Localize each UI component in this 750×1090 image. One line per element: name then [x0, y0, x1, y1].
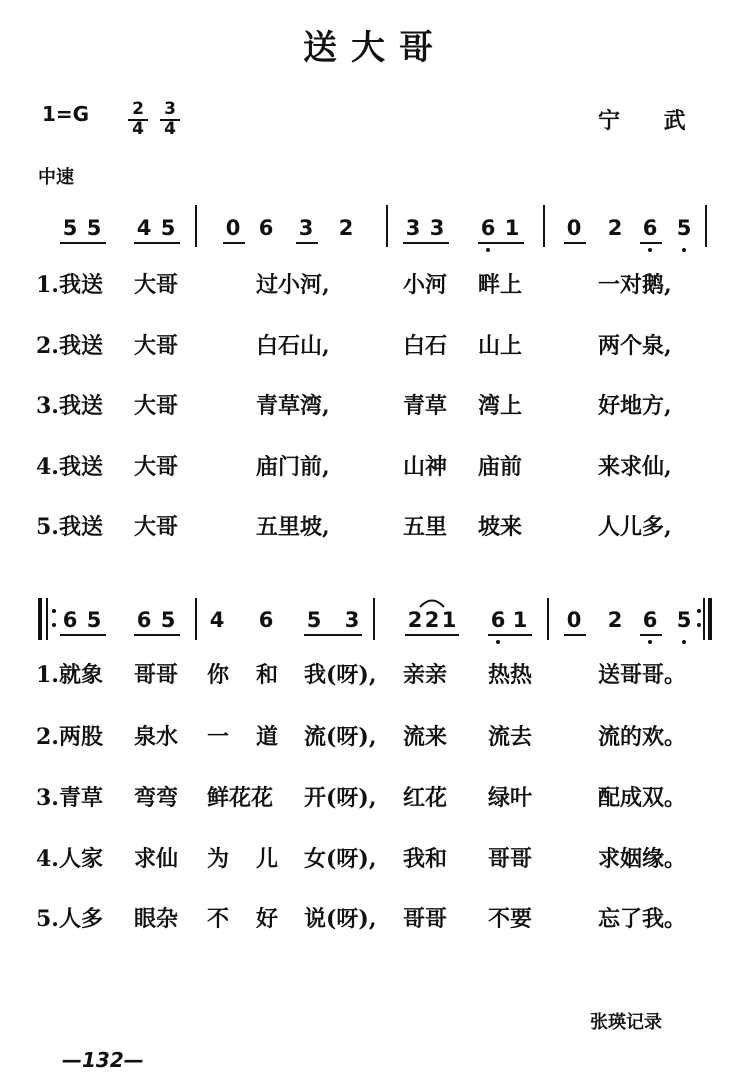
note: 2 [607, 216, 623, 240]
beam [640, 634, 662, 636]
lyric-cell: 大哥 [134, 272, 179, 298]
lyric-cell: 畔上 [478, 272, 523, 298]
lyric-cell: 过小河, [256, 272, 330, 298]
note: 3 [405, 216, 421, 240]
octave-dot [496, 640, 500, 644]
beam [640, 242, 662, 244]
lyric-cell: 坡来 [478, 514, 523, 540]
lyric-cell: 哥哥 [488, 846, 533, 872]
lyric-cell: 五里 [403, 514, 448, 540]
lyric-cell: 儿 [256, 846, 279, 872]
lyric-cell: 庙门前, [256, 454, 330, 480]
note: 2 [607, 608, 623, 632]
lyric-cell: 我和 [403, 846, 448, 872]
lyric-cell: 好地方, [598, 393, 672, 419]
beam [60, 634, 106, 636]
lyric-cell: 青草 [403, 393, 448, 419]
lyric-cell: 3.我送 [36, 393, 103, 419]
lyric-cell: 来求仙, [598, 454, 672, 480]
lyric-cell: 鲜花花 [207, 785, 274, 811]
note: 5 [306, 608, 322, 632]
note: 6 [258, 216, 274, 240]
note: 6 [642, 608, 658, 632]
lyric-cell: 流的欢。 [598, 724, 687, 750]
repeat-start-thin [46, 598, 48, 640]
note: 0 [566, 608, 582, 632]
octave-dot [648, 248, 652, 252]
lyric-cell: 小河 [403, 272, 448, 298]
repeat-end-barline [708, 598, 712, 640]
beam [223, 242, 245, 244]
octave-dot [648, 640, 652, 644]
note: 5 [160, 608, 176, 632]
lyric-cell: 热热 [488, 662, 533, 688]
lyric-cell: 一对鹅, [598, 272, 672, 298]
note: 3 [298, 216, 314, 240]
lyric-cell: 哥哥 [403, 906, 448, 932]
lyric-cell: 和 [256, 662, 279, 688]
lyric-cell: 好 [256, 906, 279, 932]
barline [543, 205, 545, 247]
note: 4 [209, 608, 225, 632]
lyric-cell: 绿叶 [488, 785, 533, 811]
lyric-cell: 说(呀), [304, 906, 377, 932]
barline [705, 205, 707, 247]
lyric-cell: 忘了我。 [598, 906, 687, 932]
lyric-cell: 哥哥 [134, 662, 179, 688]
lyric-cell: 开(呀), [304, 785, 377, 811]
lyric-cell: 配成双。 [598, 785, 687, 811]
lyric-cell: 青草湾, [256, 393, 330, 419]
note: 5 [86, 608, 102, 632]
recorder-credit: 张瑛记录 [590, 1012, 662, 1033]
lyric-cell: 白石 [403, 333, 448, 359]
note: 6 [490, 608, 506, 632]
barline [195, 205, 197, 247]
note: 6 [258, 608, 274, 632]
beam [405, 634, 459, 636]
lyric-cell: 泉水 [134, 724, 179, 750]
lyric-cell: 弯弯 [134, 785, 179, 811]
lyric-cell: 求仙 [134, 846, 179, 872]
lyric-cell: 大哥 [134, 514, 179, 540]
barline [195, 598, 197, 640]
lyric-cell: 不要 [488, 906, 533, 932]
lyric-cell: 2.我送 [36, 333, 103, 359]
time-den: 4 [132, 119, 144, 139]
lyric-cell: 红花 [403, 785, 448, 811]
lyric-cell: 5.人多 [36, 906, 103, 932]
time-num: 2 [128, 101, 148, 121]
beam [134, 242, 180, 244]
lyric-cell: 4.人家 [36, 846, 103, 872]
octave-dot [682, 248, 686, 252]
lyric-cell: 为 [207, 846, 230, 872]
barline [386, 205, 388, 247]
lyric-cell: 3.青草 [36, 785, 103, 811]
note: 6 [480, 216, 496, 240]
repeat-dot [52, 609, 56, 613]
beam [488, 634, 532, 636]
lyric-cell: 求姻缘。 [598, 846, 687, 872]
note: 6 [642, 216, 658, 240]
lyric-cell: 你 [207, 662, 230, 688]
lyric-cell: 1.就象 [36, 662, 103, 688]
note: 5 [62, 216, 78, 240]
repeat-end-thin [703, 598, 705, 640]
lyric-cell: 流来 [403, 724, 448, 750]
lyric-cell: 2.两股 [36, 724, 103, 750]
lyric-cell: 人儿多, [598, 514, 672, 540]
lyric-cell: 4.我送 [36, 454, 103, 480]
lyric-cell: 白石山, [256, 333, 330, 359]
tempo-marking: 中速 [38, 167, 74, 188]
song-title: 送大哥 [303, 28, 447, 68]
lyric-cell: 女(呀), [304, 846, 377, 872]
note: 5 [676, 608, 692, 632]
lyric-cell: 流去 [488, 724, 533, 750]
lyric-cell: 湾上 [478, 393, 523, 419]
repeat-start-barline [38, 598, 42, 640]
lyric-cell: 送哥哥。 [598, 662, 687, 688]
lyric-cell: 大哥 [134, 393, 179, 419]
beam [478, 242, 524, 244]
note: 3 [344, 608, 360, 632]
note: 1 [512, 608, 528, 632]
beam [134, 634, 180, 636]
note: 6 [62, 608, 78, 632]
composer: 宁 武 [598, 109, 704, 134]
note: 1 [504, 216, 520, 240]
repeat-dot [52, 623, 56, 627]
time-den: 4 [164, 119, 176, 139]
beam [60, 242, 106, 244]
note: 5 [676, 216, 692, 240]
lyric-cell: 眼杂 [134, 906, 179, 932]
note: 5 [86, 216, 102, 240]
repeat-dot [697, 623, 701, 627]
lyric-cell: 两个泉, [598, 333, 672, 359]
lyric-cell: 山上 [478, 333, 523, 359]
note: 0 [566, 216, 582, 240]
lyric-cell: 大哥 [134, 454, 179, 480]
lyric-cell: 我(呀), [304, 662, 377, 688]
slur-mark [418, 596, 446, 608]
note: 2 [407, 608, 423, 632]
beam [564, 634, 586, 636]
lyric-cell: 流(呀), [304, 724, 377, 750]
note: 4 [136, 216, 152, 240]
beam [564, 242, 586, 244]
note: 5 [160, 216, 176, 240]
key-signature: 1=G [42, 102, 90, 126]
lyric-cell: 不 [207, 906, 230, 932]
note: 2 [424, 608, 440, 632]
note: 6 [136, 608, 152, 632]
note: 1 [441, 608, 457, 632]
time-num: 3 [160, 101, 180, 121]
lyric-cell: 亲亲 [403, 662, 448, 688]
lyric-cell: 庙前 [478, 454, 523, 480]
beam [304, 634, 362, 636]
barline [373, 598, 375, 640]
beam [296, 242, 318, 244]
beam [403, 242, 449, 244]
lyric-cell: 5.我送 [36, 514, 103, 540]
lyric-cell: 一 [207, 724, 230, 750]
note: 2 [338, 216, 354, 240]
page-number: —132— [62, 1048, 144, 1072]
lyric-cell: 山神 [403, 454, 448, 480]
lyric-cell: 道 [256, 724, 279, 750]
repeat-dot [697, 609, 701, 613]
note: 3 [429, 216, 445, 240]
barline [547, 598, 549, 640]
lyric-cell: 大哥 [134, 333, 179, 359]
lyric-cell: 1.我送 [36, 272, 103, 298]
octave-dot [486, 248, 490, 252]
lyric-cell: 五里坡, [256, 514, 330, 540]
note: 0 [225, 216, 241, 240]
octave-dot [682, 640, 686, 644]
